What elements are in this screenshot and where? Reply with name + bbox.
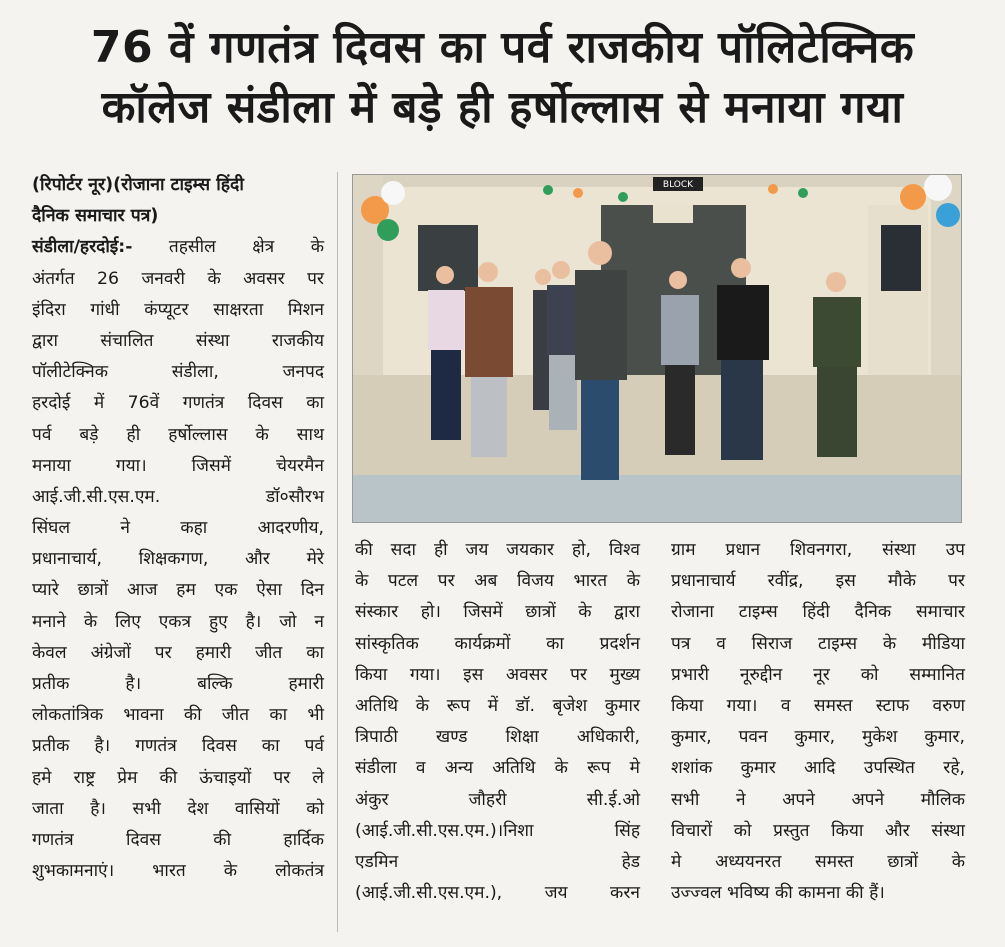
column-line: त्रिपाठी खण्ड शिक्षा अधिकारी, <box>355 727 640 748</box>
column-divider <box>337 172 338 932</box>
article-column-2 <box>355 535 640 909</box>
article-column-1 <box>32 170 324 887</box>
column-line: सिंघल ने कहा आदरणीय, <box>32 518 324 539</box>
column-line: उज्ज्वल भविष्य की कामना की हैं। <box>671 883 885 904</box>
column-line: अंतर्गत 26 जनवरी के अवसर पर <box>32 268 324 289</box>
article-column-3 <box>671 535 965 909</box>
column-line: पॉलीटेक्निक संडीला, जनपद <box>32 362 324 383</box>
column-line: केवल अंग्रेजों पर हमारी जीत का <box>32 642 324 663</box>
column-line-text: तहसील क्षेत्र के <box>168 237 325 258</box>
column-line: हरदोई में 76वें गणतंत्र दिवस का <box>32 393 324 414</box>
column-line: एडमिन हेड <box>355 851 640 872</box>
column-line: द्वारा संचालित संस्था राजकीय <box>32 330 324 351</box>
column-line: प्रधानाचार्य, शिक्षकगण, और मेरे <box>32 549 324 570</box>
column-line: शशांक कुमार आदि उपस्थित रहे, <box>671 758 965 779</box>
column-line: आई.जी.सी.एस.एम. डॉ०सौरभ <box>32 486 324 507</box>
column-line: लोकतांत्रिक भावना की जीत का भी <box>32 705 324 726</box>
column-line: प्रभारी नूरुद्दीन नूर को सम्मानित <box>671 664 965 685</box>
headline-line-2: कॉलेज संडीला में बड़े ही हर्षोल्लास से मनाया गया <box>101 82 904 133</box>
column-line: मनाया गया। जिसमें चेयरमैन <box>32 455 324 476</box>
column-line: पत्र व सिराज टाइम्स के मीडिया <box>671 633 965 654</box>
column-line: प्रतीक है। बल्कि हमारी <box>32 674 324 694</box>
column-line: मनाने के लिए एकत्र हुए है। जो न <box>32 611 324 632</box>
column-line: (आई.जी.सी.एस.एम.), जय करन <box>355 883 640 904</box>
column-line: विचारों को प्रस्तुत किया और संस्था <box>671 820 965 841</box>
headline <box>0 18 1005 138</box>
column-line: हमे राष्ट्र प्रेम की ऊंचाइयों पर ले <box>32 767 324 788</box>
dateline: संडीला/हरदोई:- <box>32 237 133 258</box>
column-line: अतिथि के रूप में डॉ. बृजेश कुमार <box>355 695 640 716</box>
column-line: इंदिरा गांधी कंप्यूटर साक्षरता मिशन <box>32 299 324 320</box>
headline-line-1: 76 वें गणतंत्र दिवस का पर्व राजकीय पॉलिटेक्निक <box>90 22 915 73</box>
column-line: ग्राम प्रधान शिवनगरा, संस्था उप <box>671 540 965 560</box>
byline-line-2: दैनिक समाचार पत्र) <box>32 206 159 227</box>
column-line: पर्व बड़े ही हर्षोल्लास के साथ <box>32 424 324 445</box>
column-line: संस्कार हो। जिसमें छात्रों के द्वारा <box>355 602 640 623</box>
column-line: सभी ने अपने अपने मौलिक <box>671 789 965 810</box>
column-line: की सदा ही जय जयकार हो, विश्व <box>355 540 640 560</box>
column-line: कुमार, पवन कुमार, मुकेश कुमार, <box>671 727 965 748</box>
column-line: जाता है। सभी देश वासियों को <box>32 798 324 819</box>
column-line: प्यारे छात्रों आज हम एक ऐसा दिन <box>32 580 324 601</box>
column-line: प्रधानाचार्य रवींद्र, इस मौके पर <box>671 571 965 592</box>
event-photo <box>352 174 962 523</box>
column-line: अंकुर जौहरी सी.ई.ओ <box>355 789 640 810</box>
column-line <box>32 232 324 263</box>
byline-line-1: (रिपोर्टर नूर)(रोजाना टाइम्स हिंदी <box>32 175 244 195</box>
column-line: शुभकामनाएं। भारत के लोकतंत्र <box>32 861 324 882</box>
block-sign-text: BLOCK <box>662 180 694 190</box>
column-line: किया गया। इस अवसर पर मुख्य <box>355 664 640 685</box>
event-photo-illustration <box>353 175 961 522</box>
column-line: सांस्कृतिक कार्यक्रमों का प्रदर्शन <box>355 633 640 654</box>
column-line: रोजाना टाइम्स हिंदी दैनिक समाचार <box>671 602 965 623</box>
column-line: (आई.जी.सी.एस.एम.)।निशा सिंह <box>355 820 640 841</box>
column-line: किया गया। व समस्त स्टाफ वरुण <box>671 695 965 716</box>
column-line: मे अध्ययनरत समस्त छात्रों के <box>671 851 965 872</box>
column-line: प्रतीक है। गणतंत्र दिवस का पर्व <box>32 736 324 757</box>
column-line: संडीला व अन्य अतिथि के रूप मे <box>355 758 640 779</box>
column-line: के पटल पर अब विजय भारत के <box>355 571 640 592</box>
column-line: गणतंत्र दिवस की हार्दिक <box>32 829 324 850</box>
